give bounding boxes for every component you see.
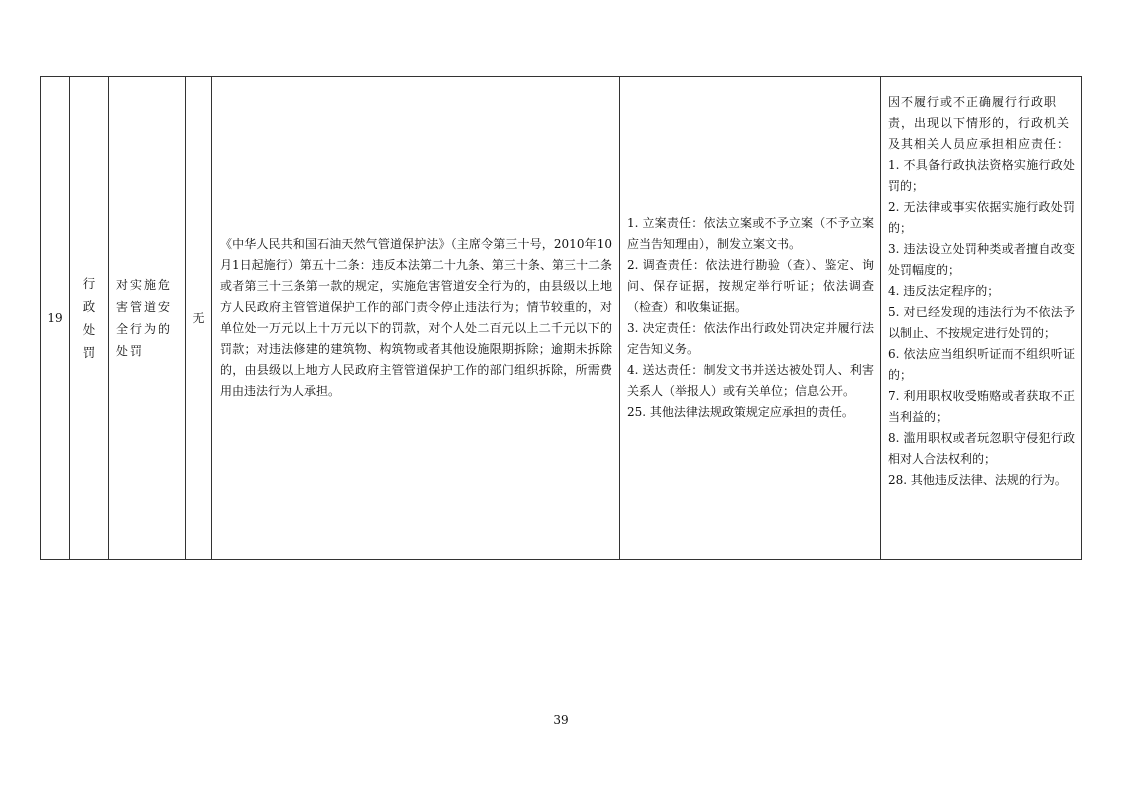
item-name-cell bbox=[109, 77, 186, 560]
responsibility-cell bbox=[620, 77, 881, 560]
list-item: 2. 调查责任：依法进行勘验（查）、鉴定、询问、保存证据，按规定举行听证；依法调查（检查）和收集证据。 bbox=[627, 258, 874, 314]
list-item: 2. 无法律或事实依据实施行政处罚的； bbox=[888, 200, 1075, 235]
sub-item-cell bbox=[186, 77, 212, 560]
list-item: 3. 违法设立处罚种类或者擅自改变处罚幅度的； bbox=[888, 242, 1075, 277]
list-item: 25. 其他法律法规政策规定应承担的责任。 bbox=[627, 405, 854, 419]
row-number: 19 bbox=[47, 310, 63, 325]
category-text: 行政处罚 bbox=[82, 276, 96, 360]
list-item: 4. 违反法定程序的； bbox=[888, 284, 1000, 298]
list-item: 1. 不具备行政执法资格实施行政处罚的； bbox=[888, 158, 1075, 193]
list-item: 6. 依法应当组织听证而不组织听证的； bbox=[888, 347, 1075, 382]
list-item: 8. 滥用职权或者玩忽职守侵犯行政相对人合法权利的； bbox=[888, 431, 1075, 466]
list-item: 1. 立案责任：依法立案或不予立案（不予立案应当告知理由），制发立案文书。 bbox=[627, 216, 874, 251]
row-number-cell bbox=[41, 77, 70, 560]
accountability-intro: 因不履行或不正确履行行政职责，出现以下情形的，行政机关及其相关人员应承担相应责任： bbox=[888, 95, 1071, 151]
accountability-list bbox=[881, 155, 1081, 491]
list-item: 4. 送达责任：制发文书并送达被处罚人、利害关系人（举报人）或有关单位；信息公开。 bbox=[627, 363, 874, 398]
category-cell bbox=[70, 77, 109, 560]
list-item: 5. 对已经发现的违法行为不依法予以制止、不按规定进行处罚的； bbox=[888, 305, 1075, 340]
legal-basis-text: 《中华人民共和国石油天然气管道保护法》（主席令第三十号，2010年10月1日起施行）第五十二条：违反本法第二十九条、第三十条、第三十二条或者第三十三条第一款的规定，实施危害管道安全行为的，由县级以上地方人民政府主管管道保护工作的部门责令停止违法行为；情节较重的，对单位处一万元以上十万元以下的罚款，对个人处二百元以上二千元以下的罚款；对违法修建的建筑物、构筑物或者其他设施限期拆除；逾期未拆除的，由县级以上地方人民政府主管管道保护工作的部门组织拆除，所需费用由违法行为人承担。 bbox=[220, 237, 612, 398]
legal-basis-cell bbox=[212, 77, 620, 560]
list-item: 7. 利用职权收受贿赂或者获取不正当利益的； bbox=[888, 389, 1075, 424]
table-row bbox=[41, 77, 1082, 560]
responsibility-list bbox=[620, 213, 880, 423]
page-number: 39 bbox=[553, 713, 569, 727]
accountability-cell bbox=[881, 77, 1082, 560]
responsibility-table bbox=[40, 76, 1082, 560]
sub-item-text: 无 bbox=[192, 310, 205, 325]
list-item: 28. 其他违反法律、法规的行为。 bbox=[888, 473, 1067, 487]
item-name-text: 对实施危害管道安全行为的处罚 bbox=[116, 278, 173, 358]
list-item: 3. 决定责任：依法作出行政处罚决定并履行法定告知义务。 bbox=[627, 321, 874, 356]
